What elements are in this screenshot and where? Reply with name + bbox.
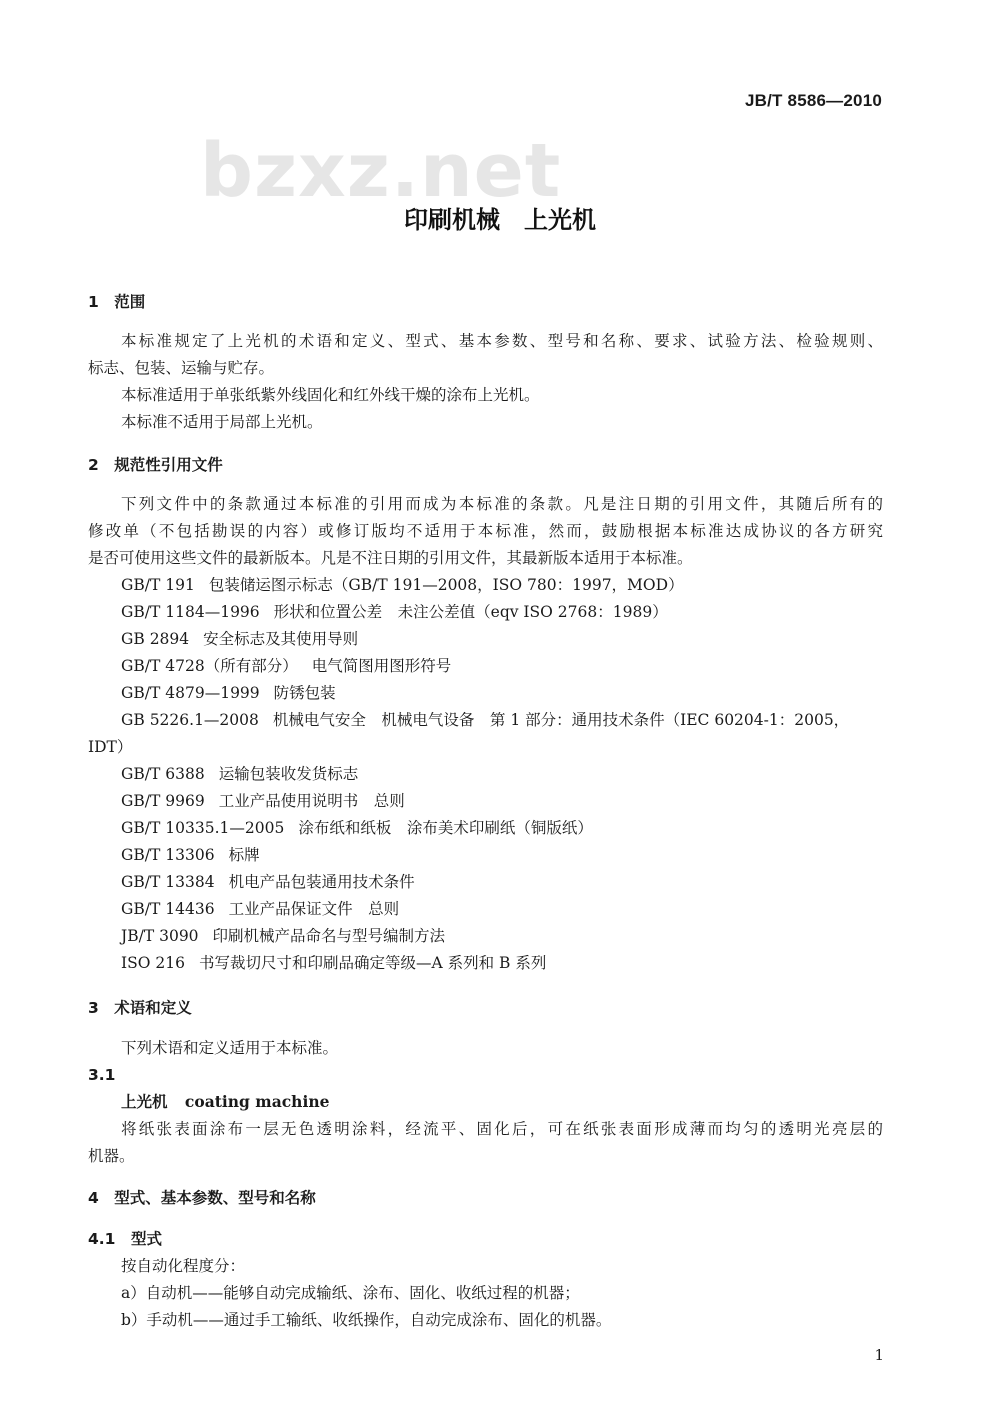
section-1-paragraph: 标志、包装、运输与贮存。 (88, 359, 275, 377)
reference-code: GB/T 4728（所有部分） (121, 657, 298, 675)
reference-title: 书写裁切尺寸和印刷品确定等级—A 系列和 B 系列 (198, 954, 547, 972)
reference-code: ISO 216 (121, 954, 185, 972)
section-1-heading: 1 范围 (88, 293, 146, 311)
reference-item (121, 953, 546, 973)
reference-item (121, 629, 358, 649)
page-title: 印刷机械 上光机 (404, 206, 596, 234)
reference-item (121, 602, 668, 622)
reference-title: 安全标志及其使用导则 (203, 630, 359, 648)
reference-code: JB/T 3090 (121, 927, 199, 945)
watermark: bzxz.net (200, 128, 562, 214)
page-number: 1 (874, 1346, 884, 1364)
term-entry (121, 1092, 329, 1112)
reference-title: 印刷机械产品命名与型号编制方法 (212, 927, 446, 945)
reference-item (121, 818, 593, 838)
reference-item (121, 764, 358, 784)
reference-item (121, 791, 405, 811)
section-4-heading: 4 型式、基本参数、型号和名称 (88, 1189, 316, 1207)
term-definition: 将纸张表面涂布一层无色透明涂料，经流平、固化后，可在纸张表面形成薄而均匀的透明光亮层的 (121, 1120, 883, 1138)
reference-code: GB 2894 (121, 630, 190, 648)
reference-code: GB/T 6388 (121, 765, 205, 783)
reference-title: 电气简图用图形符号 (311, 657, 452, 675)
reference-code: GB/T 14436 (121, 900, 215, 918)
list-item: a）自动机——能够自动完成输纸、涂布、固化、收纸过程的机器； (121, 1284, 580, 1302)
section-3-paragraph: 下列术语和定义适用于本标准。 (121, 1039, 339, 1057)
section-1-paragraph: 本标准适用于单张纸紫外线固化和红外线干燥的涂布上光机。 (121, 386, 540, 404)
reference-code: GB 5226.1—2008 (121, 711, 259, 729)
clause-number: 3.1 (88, 1066, 116, 1084)
reference-title: 工业产品保证文件 总则 (228, 900, 400, 918)
reference-code: GB/T 13306 (121, 846, 215, 864)
standard-number: JB/T 8586—2010 (745, 91, 882, 110)
reference-title: 形状和位置公差 未注公差值（eqv ISO 2768：1989） (273, 603, 668, 621)
reference-item (121, 575, 684, 595)
reference-code: GB/T 1184—1996 (121, 603, 260, 621)
reference-code: GB/T 10335.1—2005 (121, 819, 285, 837)
reference-title: 包装储运图示标志（GB/T 191—2008，ISO 780：1997，MOD） (208, 576, 684, 594)
reference-item (121, 683, 336, 703)
term-english: coating machine (184, 1092, 330, 1111)
section-1-paragraph: 本标准不适用于局部上光机。 (121, 413, 323, 431)
reference-title: 防锈包装 (273, 684, 336, 702)
reference-item (121, 710, 849, 730)
list-item: b）手动机——通过手工输纸、收纸操作，自动完成涂布、固化的机器。 (121, 1311, 612, 1329)
reference-code: GB/T 9969 (121, 792, 205, 810)
section-4-1-heading: 4.1 型式 (88, 1230, 162, 1248)
reference-title: 工业产品使用说明书 总则 (218, 792, 405, 810)
reference-item (121, 926, 445, 946)
reference-item-continuation: IDT） (88, 738, 133, 756)
section-2-heading: 2 规范性引用文件 (88, 456, 223, 474)
reference-code: GB/T 4879—1999 (121, 684, 260, 702)
section-2-paragraph: 修改单（不包括勘误的内容）或修订版均不适用于本标准，然而，鼓励根据本标准达成协议的各方研究 (88, 522, 883, 540)
section-2-paragraph: 下列文件中的条款通过本标准的引用而成为本标准的条款。凡是注日期的引用文件，其随后所有的 (121, 495, 883, 513)
reference-item (121, 899, 399, 919)
term-chinese: 上光机 (121, 1093, 168, 1111)
reference-code: GB/T 191 (121, 576, 195, 594)
section-3-heading: 3 术语和定义 (88, 999, 192, 1017)
section-4-paragraph: 按自动化程度分： (121, 1257, 246, 1275)
reference-item (121, 872, 415, 892)
reference-title: 运输包装收发货标志 (218, 765, 359, 783)
reference-title: 标牌 (228, 846, 260, 864)
reference-item (121, 656, 451, 676)
reference-title: 机电产品包装通用技术条件 (228, 873, 415, 891)
term-definition: 机器。 (88, 1147, 135, 1165)
reference-title: 涂布纸和纸板 涂布美术印刷纸（铜版纸） (298, 819, 593, 837)
section-2-paragraph: 是否可使用这些文件的最新版本。凡是不注日期的引用文件，其最新版本适用于本标准。 (88, 549, 693, 567)
reference-item (121, 845, 260, 865)
section-1-paragraph: 本标准规定了上光机的术语和定义、型式、基本参数、型号和名称、要求、试验方法、检验规则、 (121, 332, 883, 350)
reference-title: 机械电气安全 机械电气设备 第 1 部分：通用技术条件（IEC 60204-1：2005， (272, 711, 850, 729)
reference-code: GB/T 13384 (121, 873, 215, 891)
